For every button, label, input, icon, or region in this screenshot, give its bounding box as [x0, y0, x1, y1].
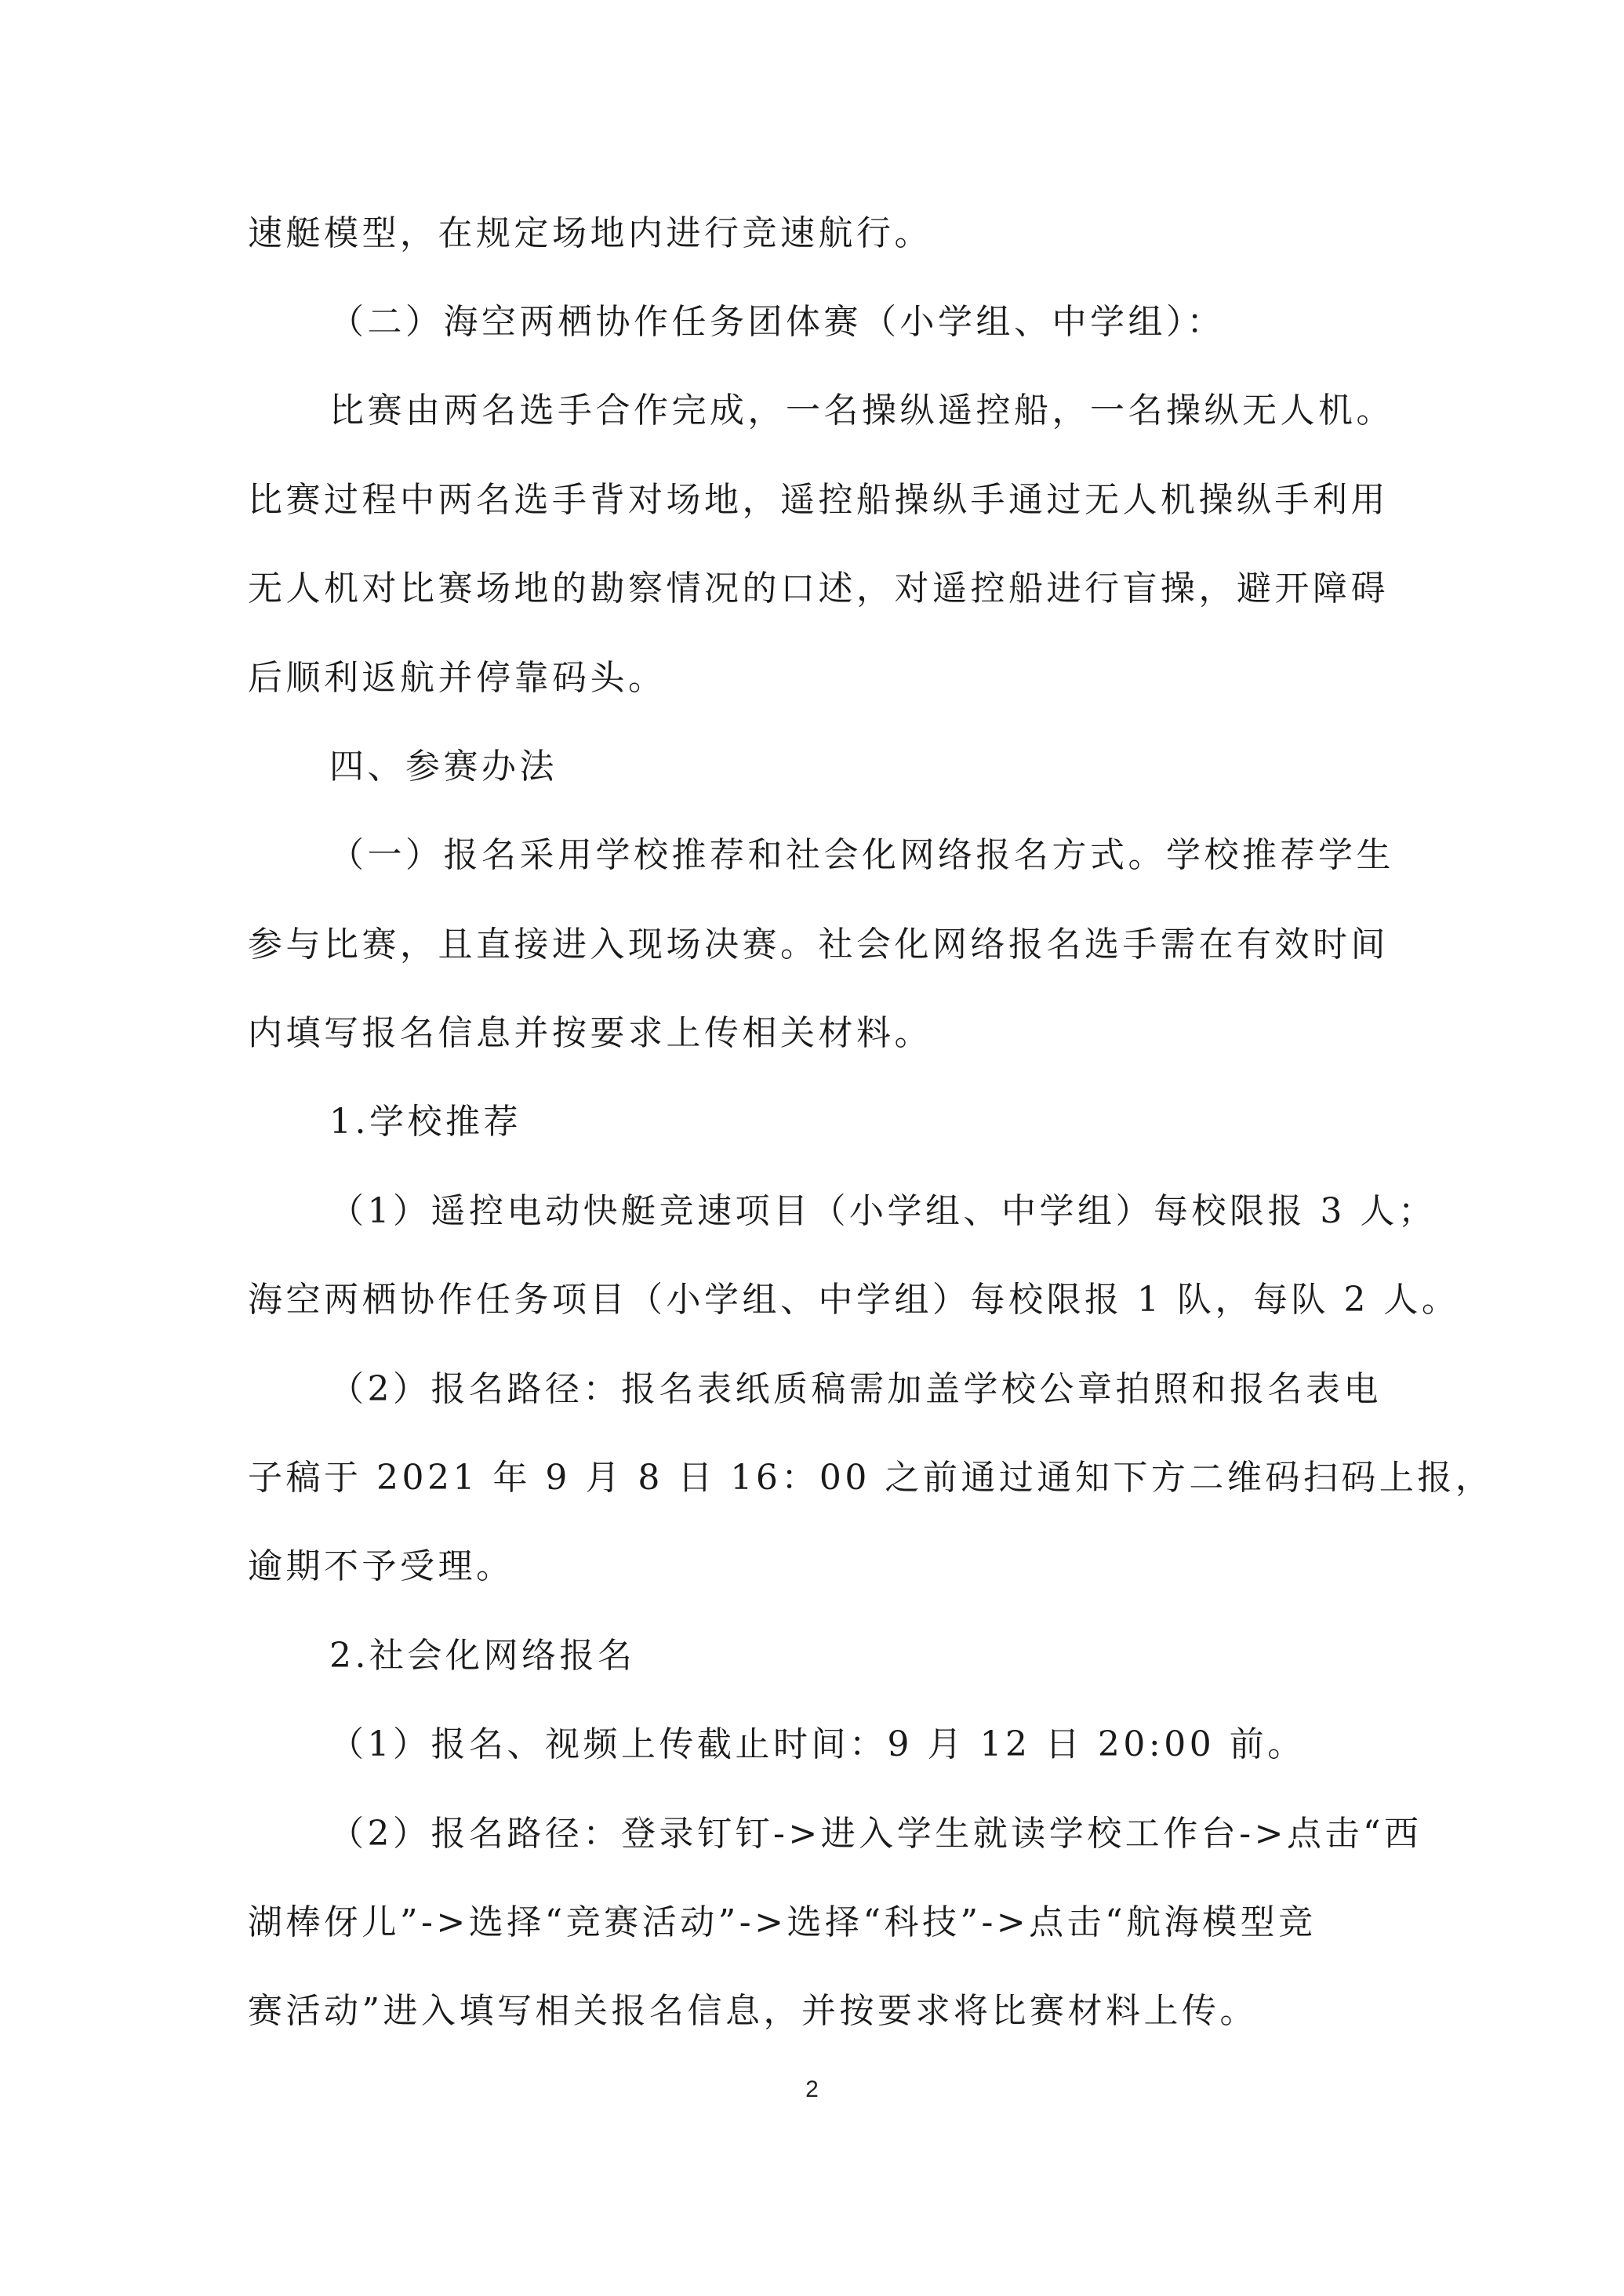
section-heading: （二）海空两栖协作任务团体赛（小学组、中学组）： [329, 302, 1225, 342]
text-line: 比赛过程中两名选手背对场地，遥控船操纵手通过无人机操纵手利用 [248, 480, 1389, 520]
text-line: 比赛由两名选手合作完成，一名操纵遥控船，一名操纵无人机。 [329, 391, 1394, 430]
section-heading: 四、参赛办法 [329, 747, 558, 787]
text-line: （2）报名路径：登录钉钉->进入学生就读学校工作台->点击“西 [329, 1814, 1422, 1854]
text-line: （1）报名、视频上传截止时间：9 月 12 日 20:00 前。 [329, 1724, 1306, 1764]
text-line: 赛活动”进入填写相关报名信息，并按要求将比赛材料上传。 [248, 1991, 1258, 2031]
text-line: （1）遥控电动快艇竞速项目（小学组、中学组）每校限报 3 人； [329, 1191, 1437, 1231]
text-line: 逾期不予受理。 [248, 1546, 514, 1586]
subsection-heading: 1.学校推荐 [329, 1102, 521, 1142]
text-line: 后顺利返航并停靠码头。 [248, 658, 667, 698]
text-line: 速艇模型，在规定场地内进行竞速航行。 [248, 213, 932, 253]
text-line: 海空两栖协作任务项目（小学组、中学组）每校限报 1 队，每队 2 人。 [248, 1280, 1460, 1320]
text-line: 无人机对比赛场地的勘察情况的口述，对遥控船进行盲操，避开障碍 [248, 569, 1389, 609]
subsection-heading: 2.社会化网络报名 [329, 1636, 636, 1676]
page-number: 2 [805, 2076, 819, 2102]
text-line: （2）报名路径：报名表纸质稿需加盖学校公章拍照和报名表电 [329, 1369, 1382, 1409]
text-line: （一）报名采用学校推荐和社会化网络报名方式。学校推荐学生 [329, 835, 1394, 875]
text-line: 子稿于 2021 年 9 月 8 日 16：00 之前通过通知下方二维码扫码上报， [248, 1458, 1494, 1498]
text-line: 参与比赛，且直接进入现场决赛。社会化网络报名选手需在有效时间 [248, 925, 1389, 965]
text-line: 内填写报名信息并按要求上传相关材料。 [248, 1013, 932, 1053]
text-line: 湖棒伢儿”->选择“竞赛活动”->选择“科技”->点击“航海模型竞 [248, 1902, 1317, 1942]
